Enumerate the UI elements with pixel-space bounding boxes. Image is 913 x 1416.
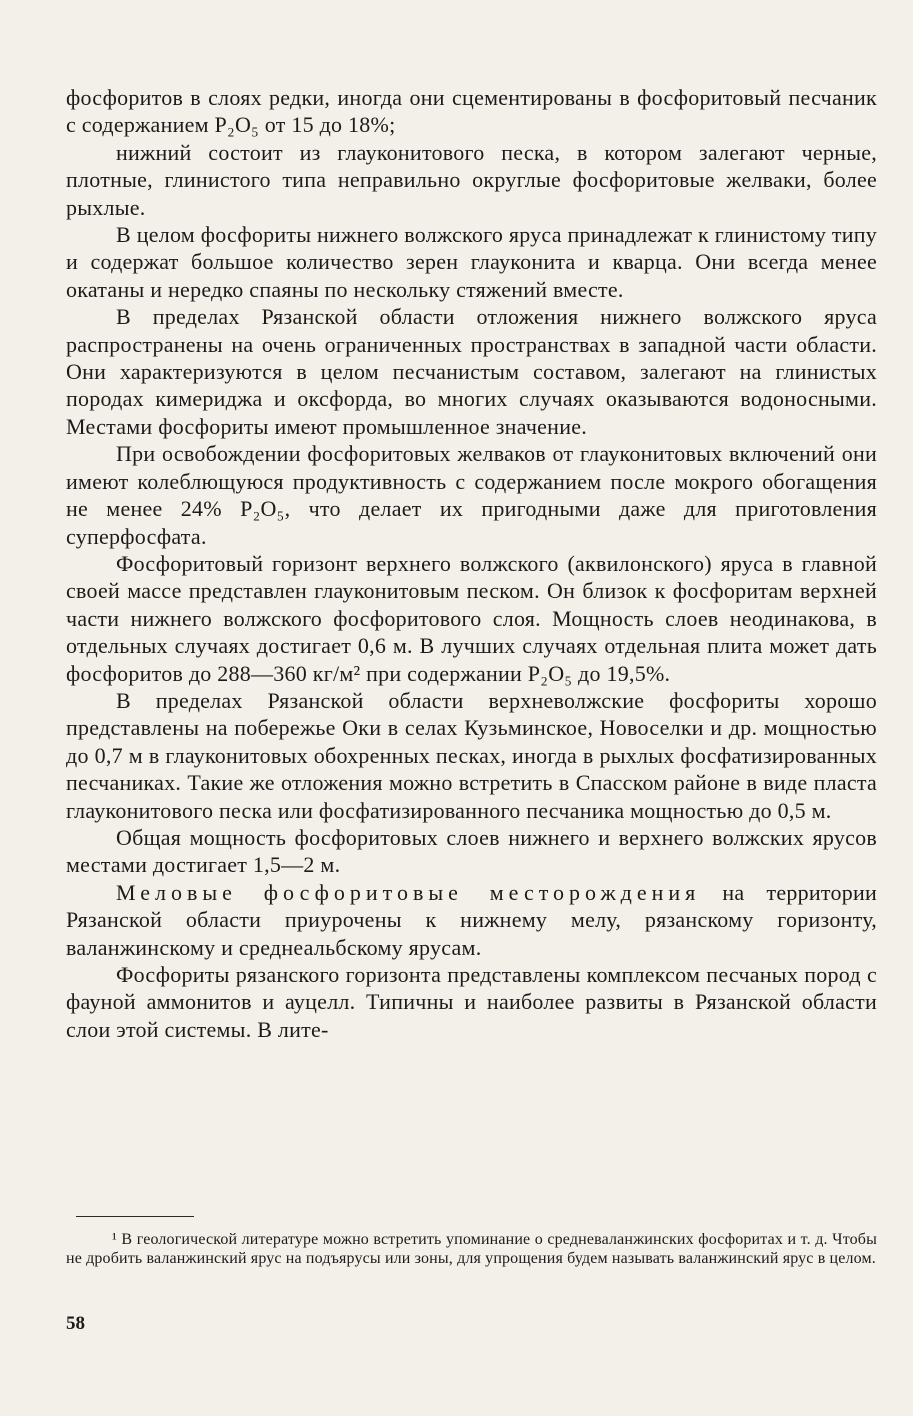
paragraph-5: При освобождении фосфоритовых желваков от глауконитовых включений они имеют колеблющуюся продуктивность с содержанием после мокрого обогащения не менее 24% P₂O₅, что делает их пригодными даже для приготовления суперфосфата. [66,441,877,549]
spaced-heading-phrase: Меловые фосфоритовые месторождения [116,879,701,905]
paragraph-1: фосфоритов в слоях редки, иногда они сцементированы в фосфоритовый песчаник с содержанием P₂O₅ от 15 до 18%; [66,85,877,138]
paragraph-7: В пределах Рязанской области верхневолжские фосфориты хорошо представлены на побережье Оки в селах Кузьминское, Новоселки и др. мощностью до 0,7 м в глауконитовых обохренных песках, иногда в рыхлых фосфатизированных песчаниках. Такие же отложения можно встретить в Спасском районе в виде пласта глауконитового песка или фосфатизированного песчаника мощностью до 0,5 м. [66,687,877,823]
paragraph-6: Фосфоритовый горизонт верхнего волжского (аквилонского) яруса в главной своей массе представлен глауконитовым песком. Он близок к фосфоритам верхней части нижнего волжского фосфоритового слоя. Мощность слоев неодинакова, в отдельных случаях достигает 0,6 м. В лучших случаях отдельная плита может дать фосфоритов до 288—360 кг/м² при содержании P₂O₅ до 19,5%. [66,550,877,686]
paragraph-2: нижний состоит из глауконитового песка, в котором залегают черные, плотные, глинистого типа неправильно округлые фосфоритовые желваки, более рыхлые. [66,139,877,220]
paragraph-4: В пределах Рязанской области отложения нижнего волжского яруса распространены на очень ограниченных пространствах в западной части области. Они характеризуются в целом песчанистым составом, залегают на глинистых породах кимериджа и оксфорда, во многих случаях оказываются водоносными. Местами фосфориты имеют промышленное значение. [66,304,877,439]
footnote-divider [76,1216,194,1217]
main-text [66,84,877,1043]
paragraph-10: Фосфориты рязанского горизонта представлены комплексом песчаных пород с фауной аммонитов и ауцелл. Типичны и наиболее развиты в Рязанской области слои этой системы. В лите- [66,962,877,1042]
paragraph-9-text: на территории Рязанской области приурочены к нижнему мелу, рязанскому горизонту, валанжинскому и среднеальбскому ярусам. [66,879,878,960]
page-number: 58 [66,1313,85,1334]
paragraph-9 [66,879,877,961]
footnote: ¹ В геологической литературе можно встретить упоминание о средневаланжинских фосфоритах и т. д. Чтобы не дробить валанжинский ярус на подъярусы или зоны, для упрощения будем называть валанжинский ярус в целом. [66,1231,877,1268]
paragraph-8: Общая мощность фосфоритовых слоев нижнего и верхнего волжских ярусов местами достигает 1,5—2 м. [66,824,877,878]
paragraph-3: В целом фосфориты нижнего волжского яруса принадлежат к глинистому типу и содержат большое количество зерен глауконита и кварца. Они всегда менее окатаны и нередко спаяны по нескольку стяжений вместе. [66,222,877,302]
